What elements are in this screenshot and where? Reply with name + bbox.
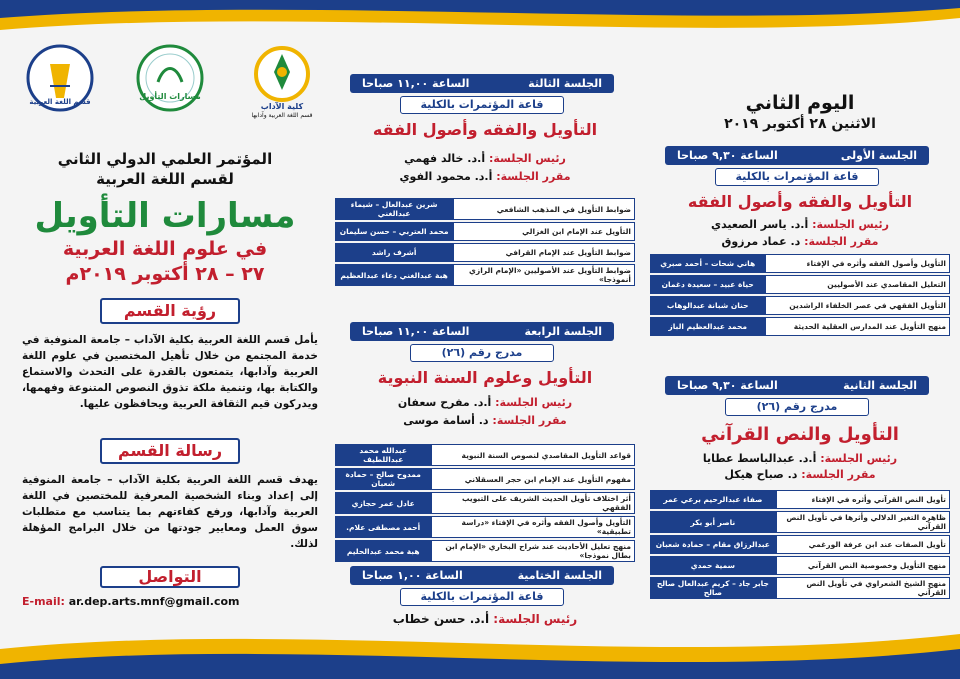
closing-session-chair: رئيس الجلسة: أ.د. حسن خطاب [392, 612, 578, 626]
day-title: اليوم الثاني [745, 92, 855, 114]
contact-heading: التواصل [100, 566, 240, 588]
session-4-time: الساعة ١١,٠٠ صباحا [362, 325, 470, 338]
university-logo-subtext: قسم اللغة العربية وآدابها [251, 112, 313, 119]
closing-session-name: الجلسة الختامية [517, 569, 602, 582]
department-logo-text: قسم اللغة العربية [29, 98, 91, 106]
session-3-rapporteur: مقرر الجلسة: أ.د. محمود الفوي [399, 170, 571, 183]
session-2-hall: مدرج رقم (٢٦) [725, 398, 869, 416]
conference-line2: لقسم اللغة العربية [96, 170, 234, 188]
email-label: E-mail: [22, 595, 65, 608]
table-row: التأويل وأصول الفقه وأثره في الإفتاء «دراسة تطبيقية» أحمد مصطفى علام. [335, 516, 635, 538]
university-logo [242, 42, 322, 122]
table-row: منهج الشيخ الشعراوي في تأويل النص القرآني جابر جاد – كريم عبدالعال صالح صالح [650, 577, 950, 599]
session-4-topic: التأويل وعلوم السنة النبوية [377, 368, 593, 387]
session-2-header [665, 376, 929, 395]
session-4-header [350, 322, 614, 341]
session-3-time: الساعة ١١,٠٠ صباحا [362, 77, 470, 90]
session-4-name: الجلسة الرابعة [524, 325, 602, 338]
closing-session-hall: قاعة المؤتمرات بالكلية [400, 588, 564, 606]
mission-heading: رسالة القسم [100, 438, 240, 464]
mission-text: يهدف قسم اللغة العربية بكلية الآداب – جامعة المنوفية إلى إعداد وبناء الشخصية المعرفية للمختصين في اللغة العربية وآدابها، ورفع كفاءتهم بما يتناسب مع متطلبات سوق العمل ومعايير جودتها من خلال البرامج المؤهلة لذلك. [22, 474, 318, 550]
table-row: أثر اختلاف تأويل الحديث الشريف على التبويب الفقهي عادل عمر حجازي [335, 492, 635, 514]
table-row: منهج التأويل عند المدارس العقلية الحديثة محمد عبدالعظيم الباز [650, 317, 950, 336]
session-3-hall: قاعة المؤتمرات بالكلية [400, 96, 564, 114]
sessions-panel [330, 40, 640, 640]
session-1-chair: رئيس الجلسة: أ.د. ياسر الصعيدي [711, 218, 889, 231]
info-panel [10, 40, 320, 640]
vision-text: يأمل قسم اللغة العربية بكلية الآداب – جامعة المنوفية في خدمة المجتمع من خلال تأهيل المختصين في علوم اللغة العربية وآدابها، يتمتعون بالقدرة على التحدث والاستماع والكتابة بها، وتنمية ملكة تذوق النصوص المتنوعة وفهمها، ويدركون قيم الثقافة العربية ويحافظون عليها. [22, 334, 318, 410]
session-2-rapporteur: مقرر الجلسة: د. صباح هيكل [724, 468, 876, 481]
vision-heading: رؤية القسم [100, 298, 240, 324]
day-panel [645, 40, 955, 640]
table-row: منهج تعليل الأحاديث عند شراح البخاري «الإمام ابن بطال نموذجا» هبة محمد عبدالحليم [335, 540, 635, 562]
session-4-rapporteur: مقرر الجلسة: د. أسامة موسى [403, 414, 567, 427]
session-1-time: الساعة ٩,٣٠ صباحا [677, 149, 778, 162]
table-row: ضوابط التأويل عند الإمام القرافي أشرف راشد [335, 243, 635, 262]
closing-session-time: الساعة ١,٠٠ صباحا [362, 569, 463, 582]
table-row: التعليل المقاصدي عند الأصوليين حياة عبيد – سعيدة دغمان [650, 275, 950, 294]
conference-title: مسارات التأويل [34, 196, 296, 236]
closing-session-header [350, 566, 614, 585]
session-2-papers [650, 488, 950, 601]
conference-logo-text: مسارات التأويل [139, 92, 201, 101]
table-row: ظاهرة التغير الدلالي وأثرها في تأويل النص القرآني ناصر أبو بكر [650, 511, 950, 533]
email-link[interactable]: ar.dep.arts.mnf@gmail.com [68, 595, 240, 608]
day-date: الاثنين ٢٨ أكتوبر ٢٠١٩ [724, 116, 876, 132]
university-logo-text: كلية الآداب [260, 102, 304, 111]
session-4-hall: مدرج رقم (٢٦) [410, 344, 554, 362]
conference-subtitle: في علوم اللغة العربية [62, 238, 268, 260]
session-2-chair: رئيس الجلسة: أ.د. عبدالباسط عطايا [702, 452, 898, 465]
table-row: قواعد التأويل المقاصدي لنصوص السنة النبوية عبدالله محمد عبداللطيف [335, 444, 635, 466]
conference-line1: المؤتمر العلمي الدولي الثاني [57, 150, 273, 168]
session-1-header [665, 146, 929, 165]
table-row: التأويل وأصول الفقه وأثره في الإفتاء هاني شحات – أحمد صبري [650, 254, 950, 273]
session-1-topic: التأويل والفقه وأصول الفقه [687, 192, 913, 211]
contact-email-row [22, 595, 240, 608]
session-3-chair: رئيس الجلسة: أ.د. خالد فهمي [404, 152, 566, 165]
session-3-name: الجلسة الثالثة [528, 77, 602, 90]
session-3-topic: التأويل والفقه وأصول الفقه [372, 120, 598, 139]
table-row: ضوابط التأويل عند الأصوليين «الإمام الرازي أنموذجا» هبة عبدالغني دعاء عبدالعظيم [335, 264, 635, 286]
conference-logo [130, 42, 210, 122]
table-row: مفهوم التأويل عند الإمام ابن حجر العسقلاني ممدوح صالح – حمادة شعبان [335, 468, 635, 490]
table-row: تأويل الصفات عند ابن عرفة الورغمي عبدالرزاق مقام – حمادة شعبان [650, 535, 950, 554]
table-row: ضوابط التأويل في المذهب الشافعي شرين عبدالعال – شيماء عبدالغني [335, 198, 635, 220]
session-1-name: الجلسة الأولى [840, 149, 917, 162]
conference-dates: ٢٧ – ٢٨ أكتوبر ٢٠١٩م [65, 263, 265, 285]
table-row: التأويل عند الإمام ابن الغزالي محمد العتربي – حسن سليمان [335, 222, 635, 241]
department-logo [20, 42, 100, 122]
session-4-papers [335, 442, 635, 564]
table-row: التأويل الفقهي في عصر الخلفاء الراشدين حنان شبانة عبدالوهاب [650, 296, 950, 315]
session-1-hall: قاعة المؤتمرات بالكلية [715, 168, 879, 186]
session-4-chair: رئيس الجلسة: أ.د. مفرح سعفان [397, 396, 573, 409]
table-row: منهج التأويل وخصوصية النص القرآني سمية حمدي [650, 556, 950, 575]
session-3-papers [335, 196, 635, 288]
session-1-papers [650, 252, 950, 338]
session-1-rapporteur: مقرر الجلسة: د. عماد مرزوق [721, 235, 879, 248]
session-3-header [350, 74, 614, 93]
session-2-time: الساعة ٩,٣٠ صباحا [677, 379, 778, 392]
table-row: تأويل النص القرآني وأثره في الإفتاء صفاء عبدالرحيم برعي عمر [650, 490, 950, 509]
session-2-topic: التأويل والنص القرآني [701, 424, 899, 445]
session-2-name: الجلسة الثانية [843, 379, 917, 392]
